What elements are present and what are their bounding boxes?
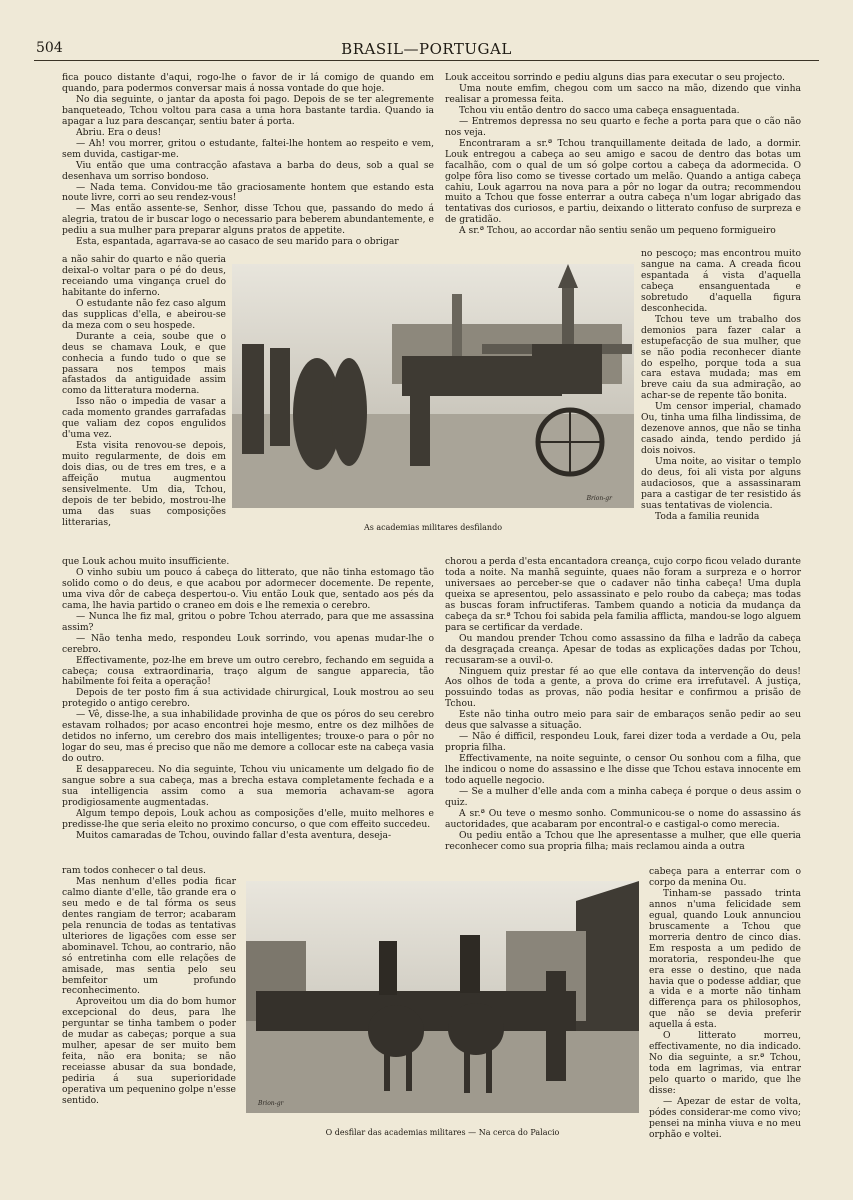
paragraph: — Se a mulher d'elle anda com a minha cabeça é porque o deus assim o quiz.	[445, 786, 801, 808]
paragraph: No dia seguinte, o jantar da aposta foi pago. Depois de se ter alegremente banqueteado, Tchou voltou para casa a uma hora bastante tardia. Quando ia apagar a luz para descançar, sentiu bater á porta.	[62, 93, 434, 127]
paragraph: Isso não o impedia de vasar a cada momento grandes garrafadas que valiam dez copos engulidos d'uma vez.	[62, 396, 226, 441]
paragraph: Encontraram a sr.ª Tchou tranquillamente deitada de lado, a dormir. Louk entregou a cabeça ao seu amigo e sacou de dentro das botas um facalhão, com o qual de um só golpe cortou a cabeça da adormecida. O golpe fôra liso como se tivesse cortado um melão. Quando a antiga cabeça cahiu, Louk agarrou na nova para a pôr no logar da outra; recommendou muito a Tchou que fosse enterrar a outra cabeça n'um logar abrigado das tentativas dos curiosos, e partiu, deixando o litterato confuso de surpreza e de gratidão.	[445, 137, 801, 226]
text-block-right-bottom	[649, 867, 801, 1141]
paragraph: Esta, espantada, agarrava-se ao casaco de seu marido para o obrigar	[76, 236, 399, 248]
paragraph: — Entremos depressa no seu quarto e feche a porta para que o cão não nos veja.	[445, 115, 801, 138]
paragraph: — Não é difficil, respondeu Louk, farei dizer toda a verdade a Ou, pela propria filha.	[445, 731, 801, 754]
paragraph: E desappareceu. No dia seguinte, Tchou viu unicamente um delgado fio de sangue sobre a sua cabeça, mas a brecha estava completamente fechada e a sua intelligencia assim como a sua memoria achavam-se agora prodigiosamente augmentadas.	[62, 764, 434, 808]
engraver-signature: Brion-gr	[258, 1100, 284, 1107]
paragraph: Uma noite, ao visitar o templo do deus, foi ali vista por alguns audaciosos, que a assassinaram para a castigar de ter resistido ás suas tentativas de violencia.	[641, 456, 801, 511]
paragraph: cabeça para a enterrar com o corpo da menina Ou.	[649, 866, 801, 888]
paragraph: Mas nenhum d'elles podia ficar calmo diante d'elle, tão grande era o seu medo e de tal fórma os seus dentes rangiam de terror; acabaram pela renuncia de todas as tentativas ulteriores de ligações com esse ser abominavel. Tchou, ao contrario, não só entretinha com elle relações de amisade, mas sentia pelo seu bemfeitor um profundo reconhecimento.	[62, 875, 236, 997]
paragraph: Viu então que uma contracção afastava a barba do deus, sob a qual se desenhava um sorriso bondoso.	[62, 159, 434, 182]
paragraph: Uma noute emfim, chegou com um sacco na mão, dizendo que vinha realisar a promessa feita.	[445, 82, 801, 105]
paragraph: — Ah! vou morrer, gritou o estudante, faltei-lhe hontem ao respeito e vem, sem duvida, castigar-me.	[62, 137, 434, 160]
header-rule	[34, 60, 819, 61]
text-block-left-bottom	[62, 866, 236, 1107]
paragraph: Algum tempo depois, Louk achou as composições d'elle, muito melhores e predisse-lhe que seria eleito no proximo concurso, o que com effeito succedeu.	[62, 807, 434, 830]
paragraph: — Apezar de estar de volta, pódes considerar-me como vivo; pensei na minha viuva e no meu orphão e voltei.	[649, 1096, 801, 1140]
paragraph: a não sahir do quarto e não queria deixal-o voltar para o pé do deus, receiando uma vingança cruel do habitante do inferno.	[62, 254, 226, 298]
paragraph: Ninguem quiz prestar fé ao que elle contava da intervenção do deus! Aos olhos de toda a gente, a prova do crime era irrefutavel. A justiça, possuindo todas as provas, não podia hesitar e confirmou a prisão de Tchou.	[445, 665, 801, 710]
paragraph: — Mas então assente-se, Senhor, disse Tchou que, passando do medo á alegria, tratou de ir buscar logo o necessario para beberem abundantemente, e pediu a sua mulher para preparar alguns pratos de appetite.	[62, 203, 434, 237]
paragraph: — Não tenha medo, respondeu Louk sorrindo, vou apenas mudar-lhe o cerebro.	[62, 632, 434, 655]
paragraph: Abriu. Era o deus!	[76, 126, 162, 138]
paragraph: Effectivamente, poz-lhe em breve um outro cerebro, fechando em seguida a cabeça; cousa extraordinaria, traço algum de sangue apparecia, tão habilmente foi feita a operação!	[62, 654, 434, 688]
paragraph: Tinham-se passado trinta annos n'uma felicidade sem egual, quando Louk annunciou bruscamente a Tchou que morreria dentro de cinco dias. Em resposta a um pedido de moratoria, respondeu-lhe que era esse o destino, que nada havia que o podesse addiar, que a vida e a morte não tinham differença para os philosophos, que não se devia preferir aquella á esta.	[649, 887, 801, 1031]
caption-photo1: As academias militares desfilando	[363, 523, 503, 532]
paragraph: Este não tinha outro meio para sair de embaraços senão pedir ao seu deus que salvasse a situação.	[445, 709, 801, 732]
paragraph: Louk acceitou sorrindo e pediu alguns dias para executar o seu projecto.	[445, 72, 785, 83]
paragraph: Durante a ceia, soube que o deus se chamava Louk, e que conhecia a fundo tudo o que se passara nos tempos mais afastados da antiguidade assim como da litteratura moderna.	[62, 330, 226, 397]
paragraph: Muitos camaradas de Tchou, ouvindo fallar d'esta aventura, deseja-	[76, 829, 392, 841]
text-block-left-middle	[62, 557, 434, 842]
photo-academias-palacio	[246, 881, 639, 1113]
text-block-left-narrow	[62, 255, 226, 529]
paragraph: Ou pediu então a Tchou que lhe apresentasse a mulher, que elle queria reconhecer como sua propria filha; mais reclamou ainda a outra	[445, 829, 801, 852]
photo-academias-desfilando	[232, 264, 634, 508]
paragraph: Depois de ter posto fim á sua actividade chirurgical, Louk mostrou ao seu protegido o antigo cerebro.	[62, 687, 434, 710]
paragraph: — Nada tema. Convidou-me tão graciosamente hontem que estando esta noute livre, corri ao seu rendez-vous!	[62, 181, 434, 204]
paragraph: que Louk achou muito insufficiente.	[62, 556, 230, 567]
paragraph: A sr.ª Tchou, ao accordar não sentiu senão um pequeno formigueiro	[459, 225, 776, 237]
paragraph: — Nunca lhe fiz mal, gritou o pobre Tchou aterrado, para que me assassina assim?	[62, 610, 434, 633]
caption-photo2: O desfilar das academias militares — Na cerca do Palacio	[325, 1128, 560, 1137]
paragraph: chorou a perda d'esta encantadora creança, cujo corpo ficou velado durante toda a noite. Na manhã seguinte, quaes não foram a surpreza e o horror universaes ao perceber-se que o cadaver não tinha cabeça! Uma dupla queixa se apresentou, pelo assassinato e pelo roubo da cabeça; mas todas as buscas foram infructiferas. Tambem quando a noticia da mudança da cabeça da sr.ª Tchou foi sabida pela familia afflicta, mandou-se logo alguem para se certificar da verdade.	[445, 556, 801, 633]
text-block-right-top	[445, 73, 801, 237]
paragraph: no pescoço; mas encontrou muito sangue na cama. A creada ficou espantada á vista d'aquella cabeça ensanguentada e sobretudo d'aquella figura desconhecida.	[641, 248, 801, 314]
paragraph: O vinho subiu um pouco á cabeça do litterato, que não tinha estomago tão solido como o do deus, e que acabou por adormecer docemente. De repente, uma viva dôr de cabeça despertou-o. Viu então Louk que, sentado aos pés da cama, lhe havia partido o craneo em dois e lhe remexia o cerebro.	[62, 566, 434, 611]
paragraph: Tchou teve um trabalho dos demonios para fazer calar a estupefacção de sua mulher, que se não podia reconhecer diante do espelho, porque toda a sua cara estava mudada; mas em breve caiu da sua admiração, ao achar-se de repente tão bonita.	[641, 313, 801, 402]
paragraph: Esta visita renovou-se depois, muito regularmente, de dois em dois dias, ou de tres em tres, e a affeição mutua augmentou sensivelmente. Um dia, Tchou, depois de ter bebido, mostrou-lhe uma das suas composições litterarias,	[62, 440, 226, 528]
page-number: 504	[36, 40, 63, 56]
engraver-signature: Brion-gr	[586, 495, 612, 502]
paragraph: A sr.ª Ou teve o mesmo sonho. Communicou-se o nome do assassino ás auctoridades, que acabaram por encontral-o e castigal-o como merecia.	[445, 807, 801, 830]
text-block-right-middle	[445, 557, 801, 853]
paragraph: — Vê, disse-lhe, a sua inhabilidade provinha de que os póros do seu cerebro estavam rolhados; por acaso encontrei hoje mesmo, entre os dez milhões de detidos no inferno, um cerebro dos mais intelligentes; trouxe-o para o pôr no logar do seu, mas é preciso que não me demore a collocar este na cabeça vasia do outro.	[62, 709, 434, 765]
paragraph: Toda a familia reunida	[655, 510, 760, 522]
paragraph: Um censor imperial, chamado Ou, tinha uma filha lindissima, de dezenove annos, que não se tinha casado ainda, tendo perdido já dois noivos.	[641, 401, 801, 457]
paragraph: ram todos conhecer o tal deus.	[62, 865, 206, 876]
paragraph: Ou mandou prender Tchou como assassino da filha e ladrão da cabeça da desgraçada creança. Apesar de todas as explicações dadas por Tchou, recusaram-se a ouvil-o.	[445, 632, 801, 666]
paragraph: fica pouco distante d'aqui, rogo-lhe o favor de ir lá comigo de quando em quando, para podermos conversar mais á nossa vontade do que hoje.	[62, 72, 434, 94]
paragraph: O estudante não fez caso algum das supplicas d'ella, e abeirou-se da meza com o seu hospede.	[62, 297, 226, 331]
text-block-left-top	[62, 73, 434, 248]
page-header-title: BRASIL—PORTUGAL	[341, 40, 512, 58]
paragraph: O litterato morreu, effectivamente, no dia indicado. No dia seguinte, a sr.ª Tchou, toda em lagrimas, via entrar pelo quarto o marido, que lhe disse:	[649, 1030, 801, 1097]
paragraph: Effectivamente, na noite seguinte, o censor Ou sonhou com a filha, que lhe indicou o nome do assassino e lhe disse que Tchou estava innocente em todo aquelle negocio.	[445, 753, 801, 787]
paragraph: Tchou viu então dentro do sacco uma cabeça ensaguentada.	[459, 104, 740, 116]
text-block-right-narrow	[641, 249, 801, 523]
paragraph: Aproveitou um dia do bom humor excepcional do deus, para lhe perguntar se tinha tambem o poder de mudar as cabeças; porque a sua mulher, apesar de ser muito bem feita, não era bonita; se não receiasse abusar da sua bondade, pediria á sua superioridade operativa um pequenino golpe n'esse sentido.	[62, 996, 236, 1107]
